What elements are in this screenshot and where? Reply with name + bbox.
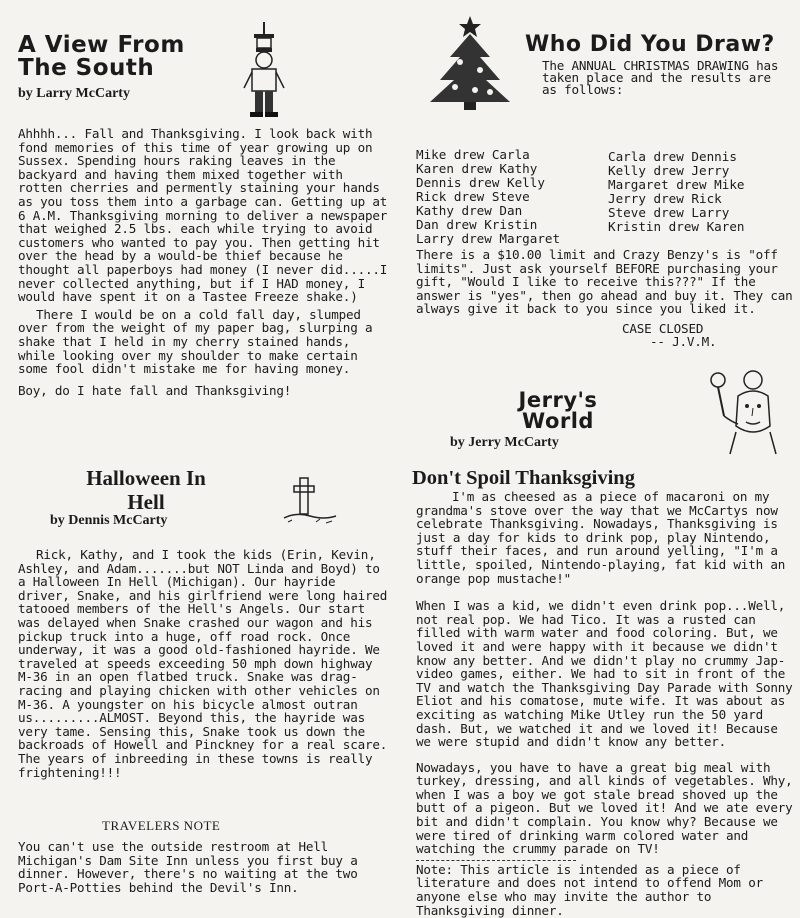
view-from-south-para2: There I would be on a cold fall day, slumped over from the weight of my paper bag, slurping a shake that I held in my cherry stained hands, while looking over my shoulder to make certain some fool didn't mistake me for having money. (18, 306, 373, 377)
note-divider (416, 860, 576, 861)
view-from-south-body (18, 127, 390, 397)
jerrys-world-byline: by Jerry McCarty (450, 435, 559, 450)
halloween-byline: by Dennis McCarty (50, 513, 168, 528)
draw-note: There is a $10.00 limit and Crazy Benzy's is "off limits". Just ask yourself BEFORE purchasing your gift, "Would I like to receive this???" If the answer is "yes", then go ahead and buy it. They can always give it back to you since you liked it. (416, 247, 793, 317)
draw-pair: Carla drew Dennis (608, 149, 737, 164)
case-closed: CASE CLOSED (622, 321, 704, 336)
dont-spoil-body (416, 490, 794, 917)
halloween-title: Halloween In Hell (86, 466, 206, 514)
draw-pair: Mike drew Carla (416, 147, 530, 162)
draw-list-right (608, 150, 744, 234)
signature: -- J.V.M. (650, 334, 717, 349)
halloween-body-box (18, 548, 390, 779)
cartoon-man-icon (708, 366, 788, 456)
draw-pair: Larry drew Margaret (416, 231, 561, 246)
draw-pair: Kelly drew Jerry (608, 163, 730, 178)
draw-pair: Karen drew Kathy (416, 161, 538, 176)
view-from-south-byline: by Larry McCarty (18, 86, 130, 101)
right-column (408, 0, 798, 918)
jerrys-world-title: Jerry's World (518, 388, 598, 433)
grave-cross-icon (276, 476, 346, 526)
dont-spoil-note: Note: This article is intended as a piece of literature and does not intend to offend Mom or anyone else who may invite the author to Thanksgiving dinner. (416, 861, 763, 918)
view-from-south-title: A View From The South (18, 32, 185, 81)
dont-spoil-para3: Nowadays, you have to have a great big meal with turkey, dressing, and all kinds of vegetables. Why, when I was a boy we got stale bread shoved up the butt of a pigeon. But we loved it! And we ate every bit and didn't complain. You know why? Because we were tired of drinking warm colored water and watching the crummy parade on TV! (416, 759, 793, 857)
draw-pair: Dennis drew Kelly (416, 175, 545, 190)
travelers-note-heading: TRAVELERS NOTE (102, 818, 221, 833)
draw-pair: Kathy drew Dan (416, 203, 523, 218)
travelers-note-body: You can't use the outside restroom at Hell Michigan's Dam Site Inn unless you first buy a dinner. However, there's no waiting at the two Port-A-Potties behind the Devil's Inn. (18, 839, 358, 895)
draw-pair: Rick drew Steve (416, 189, 530, 204)
who-did-you-draw-intro-box (542, 60, 788, 96)
travelers-note-box (18, 840, 390, 894)
draw-pair: Steve drew Larry (608, 205, 730, 220)
who-did-you-draw-intro: The ANNUAL CHRISTMAS DRAWING has taken place and the results are as follows: (542, 58, 779, 97)
who-did-you-draw-title: Who Did You Draw? (525, 32, 775, 57)
draw-list-left (416, 148, 560, 246)
dont-spoil-para1: I'm as cheesed as a piece of macaroni on my grandma's stove over the way that we McCartys now celebrate Thanksgiving. Nowadays, Thanksgiving is just a day for kids to drink pop, play Nintendo, stuff their faces, and run around yelling, "I'm a little, spoiled, Nintendo-playing, fat kid with an orange pop mustache!" (416, 489, 786, 586)
draw-pair: Dan drew Kristin (416, 217, 538, 232)
draw-note-box (416, 248, 794, 316)
draw-pair: Kristin drew Karen (608, 219, 745, 234)
dont-spoil-para2: When I was a kid, we didn't even drink pop...Well, not real pop. We had Tico. It was a rusted can filled with warm water and food coloring. But, we loved it and were happy with it because we didn't know any better. And we didn't play no crummy Jap-video games, either. We had to sit in front of the TV and watch the Thanksgiving Day Parade with Sonny Eliot and his comatose, mute wife. It was about as exciting as watching Mike Utley run the 50 yard dash. But, we watched it and we loved it! Because we were stupid and didn't know any better. (416, 598, 793, 750)
view-from-south-para3: Boy, do I hate fall and Thanksgiving! (18, 382, 292, 398)
halloween-body: Rick, Kathy, and I took the kids (Erin, Kevin, Ashley, and Adam.......but NOT Linda and Boyd) to a Halloween In Hell (Michigan). Our hayride driver, Snake, and his girlfriend were long haired tatooed members of the Hell's Angels. Our start was delayed when Snake crashed our wagon and his pickup truck into a huge, off road rock. Once underway, it was a good old-fashioned hayride. We traveled at speeds exceeding 50 mph down highway M-36 in an open flatbed truck. Snake was drag-racing and playing chicken with other vehicles on M-36. A youngster on his bicycle almost outran us.........ALMOST. Beyond this, the hayride was very tame. Sensing this, Snake took us down the backroads of Howell and Pinckney for a real scare. The years of inbreeding in these towns is really frightening!!! (18, 547, 388, 780)
view-from-south-para1: Ahhhh... Fall and Thanksgiving. I look back with fond memories of this time of year growing up on Sussex. Spending hours raking leaves in the backyard and having them mixed together with rotten cherries and permently staining your hands as you toss them into a garbage can. Getting up at 6 A.M. Thanksgiving morning to deliver a newspaper that weighed 2.5 lbs. each while trying to avoid customers who wanted to pay you. Then getting hit over the head by a would-be thief because he thought all paperboys had money (I never did.....I never collected anything, but if I HAD money, I would have spent it on a Tastee Freeze shake.) (18, 126, 388, 305)
hanging-man-icon (234, 22, 294, 122)
draw-pair: Jerry drew Rick (608, 191, 722, 206)
draw-pair: Margaret drew Mike (608, 177, 745, 192)
left-column (6, 0, 396, 912)
christmas-tree-icon (420, 12, 520, 112)
dont-spoil-title: Don't Spoil Thanksgiving (412, 467, 635, 489)
